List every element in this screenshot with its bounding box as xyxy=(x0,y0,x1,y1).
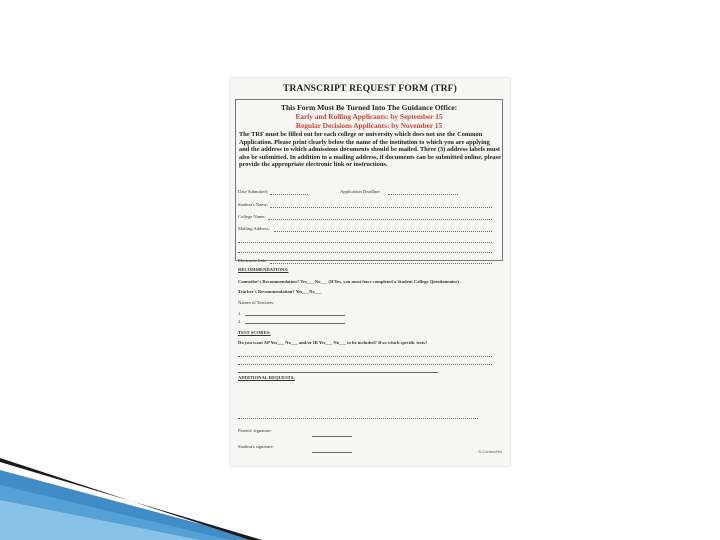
electronic-link-line xyxy=(270,263,492,264)
test-scores-question: Do you want AP Yes___ No___ and/or IB Yes___ No___ to be included? If so which specific tests? xyxy=(238,340,428,345)
instructions-text: The TRF must be filled out for each college or university which does not use the Common Application. Please print clearly below the name of the institution to which you are applying and the address to which admissions documents should be mailed. Three (3) address labels must also be submitted. In addition to a mailing address, if documents can be submitted online, please provide the appropriate electronic link or instructions. xyxy=(239,131,501,169)
student-name-line xyxy=(270,207,492,208)
mailing-address-line-3 xyxy=(238,252,492,253)
teacher-names-label: Names of Teachers: xyxy=(238,300,275,305)
transcript-request-form-image xyxy=(230,78,510,466)
date-submitted-label: Date Submitted: xyxy=(238,189,268,194)
student-name-label: Student's Name: xyxy=(238,202,269,207)
recommendations-heading: RECOMMENDATIONS: xyxy=(238,267,289,272)
mailing-address-line-2 xyxy=(238,242,492,243)
form-title: TRANSCRIPT REQUEST FORM (TRF) xyxy=(282,84,458,94)
mailing-address-label: Mailing Address: xyxy=(238,226,270,231)
application-deadline-line xyxy=(388,194,458,195)
teacher-line-1 xyxy=(245,315,345,316)
counselor-recommendation: Counselor's Recommendation? Yes___ No___ (If Yes, you must have completed a Student College Questionnaire) xyxy=(238,279,459,284)
test-scores-heading: TEST SCORES: xyxy=(238,330,271,335)
test-scores-line-3 xyxy=(238,372,438,373)
form-footer: S.Cordon/Hill xyxy=(478,449,502,454)
college-name-label: College Name: xyxy=(238,214,266,219)
deadline-regular: Regular Decisions Applicants: by November 15 xyxy=(295,121,443,130)
teacher-line-2 xyxy=(245,323,345,324)
deadline-early: Early and Rolling Applicants: by September 15 xyxy=(295,112,443,121)
date-submitted-line xyxy=(270,194,308,195)
test-scores-line-2 xyxy=(238,364,492,365)
electronic-link-label: Electronic link: xyxy=(238,258,267,263)
form-heading: This Form Must Be Turned Into The Guidance Office: xyxy=(280,103,458,112)
application-deadline-label: Application Deadline: xyxy=(340,189,381,194)
teacher-item-2: 2. xyxy=(238,319,242,324)
additional-requests-heading: ADDITIONAL REQUESTS: xyxy=(238,375,295,380)
parent-signature-label: Parents' signature: xyxy=(238,428,272,433)
student-signature-label: Student's signature: xyxy=(238,444,274,449)
instruction-box xyxy=(235,99,503,261)
parent-signature-line xyxy=(312,436,352,437)
teacher-recommendation: Teacher's Recommendation? Yes___No___ xyxy=(238,289,322,294)
additional-requests-line xyxy=(238,418,478,419)
teacher-item-1: 1. xyxy=(238,311,242,316)
mailing-address-line-1 xyxy=(274,231,492,232)
test-scores-line-1 xyxy=(238,356,492,357)
student-signature-line xyxy=(312,452,352,453)
college-name-line xyxy=(268,219,492,220)
